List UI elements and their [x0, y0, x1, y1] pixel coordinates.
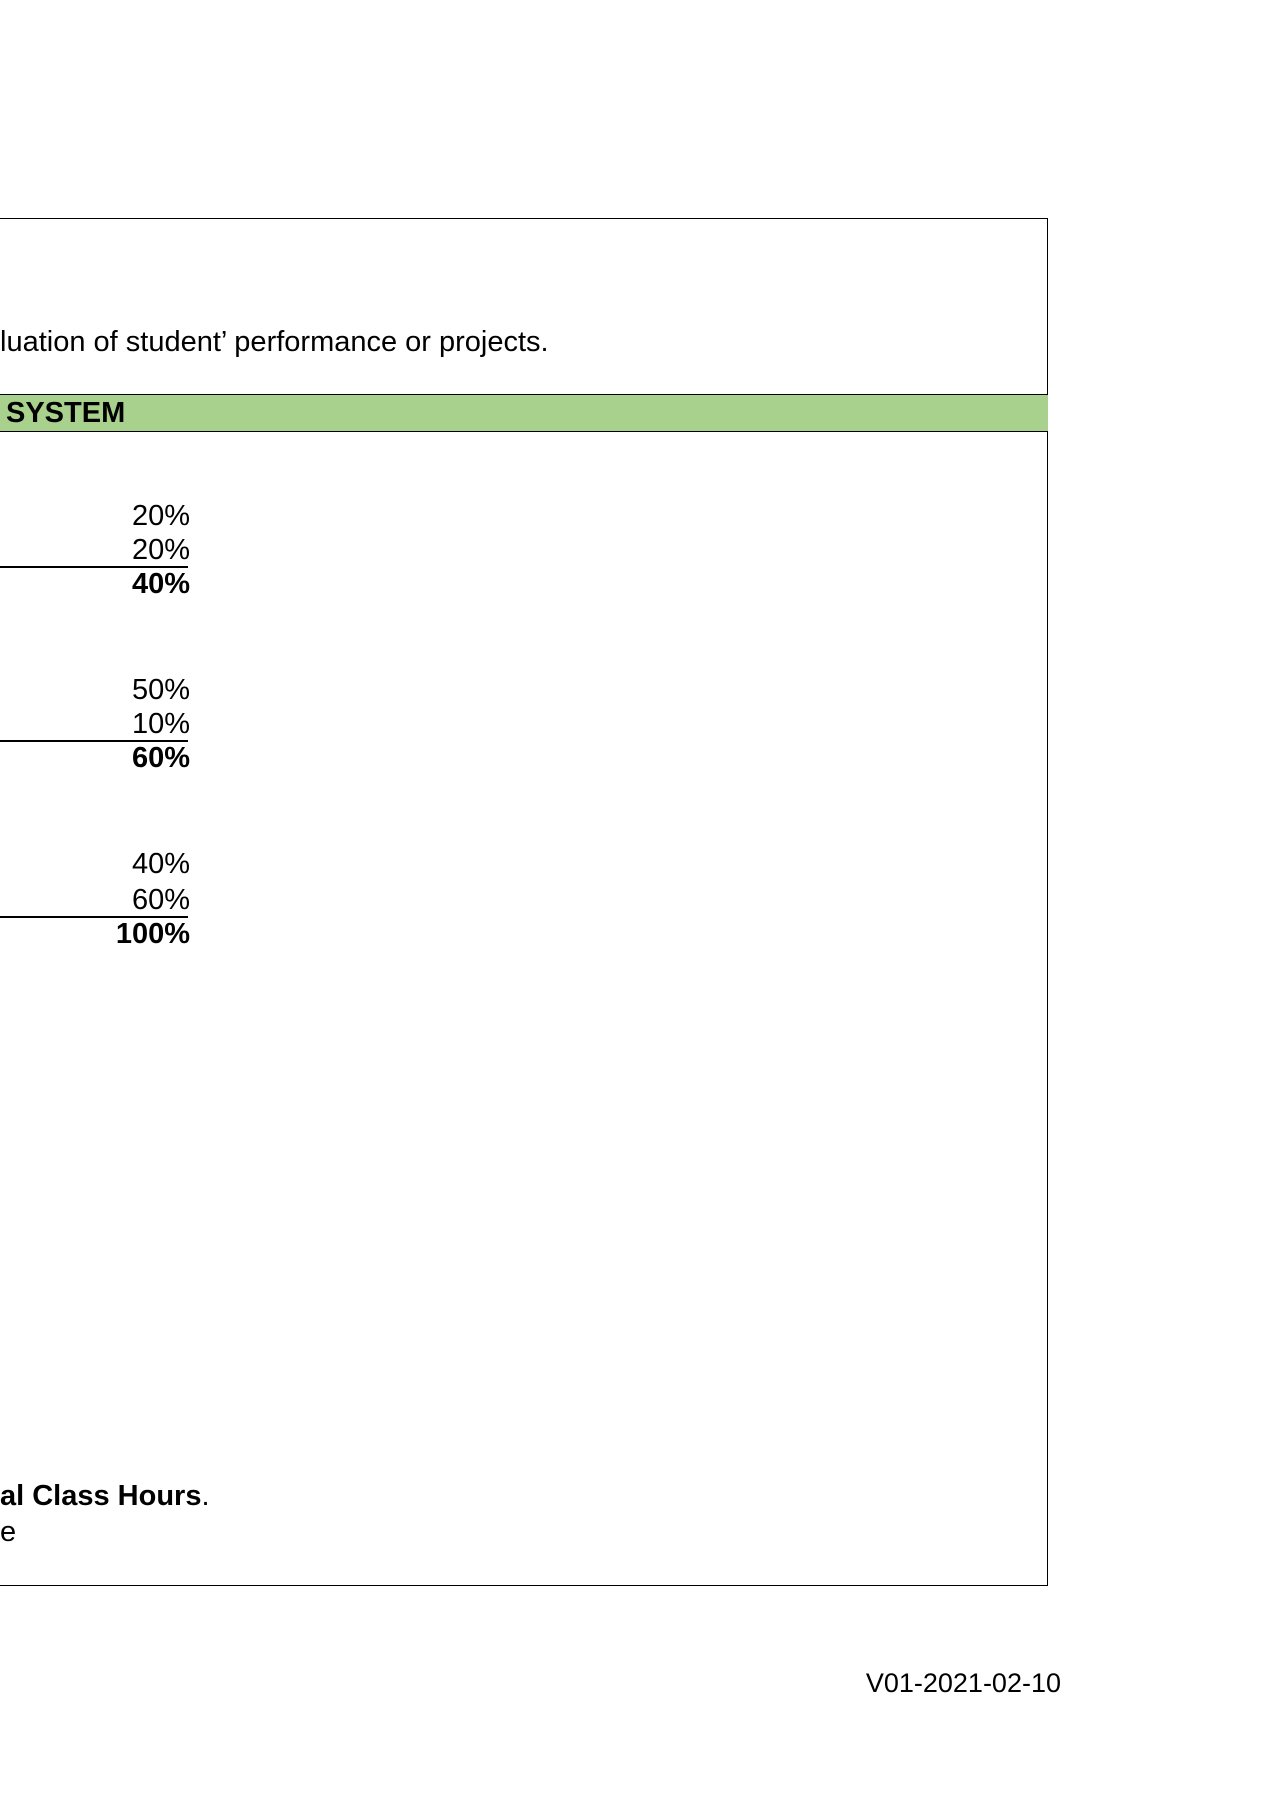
group-2-total: 60%	[131, 742, 190, 774]
footer-line-1-end: .	[201, 1480, 210, 1512]
group-3-value-b: 60%	[131, 884, 190, 916]
section-header-title: SYSTEM	[6, 397, 126, 429]
footer-line-2: e	[0, 1516, 17, 1548]
footer-line-1-bold: al Class Hours	[0, 1480, 202, 1512]
section-header-bar	[0, 394, 1048, 432]
group-3-total: 100%	[115, 918, 190, 950]
footer-line-1	[0, 1480, 210, 1513]
group-3-value-a: 40%	[131, 848, 190, 880]
group-2-value-b: 10%	[131, 708, 190, 740]
group-1-value-a: 20%	[131, 500, 190, 532]
group-2-value-a: 50%	[131, 674, 190, 706]
version-label: V01-2021-02-10	[865, 1668, 1061, 1698]
group-1-total: 40%	[131, 568, 190, 600]
intro-text: luation of student’ performance or projects.	[0, 326, 549, 358]
group-1-value-b: 20%	[131, 534, 190, 566]
